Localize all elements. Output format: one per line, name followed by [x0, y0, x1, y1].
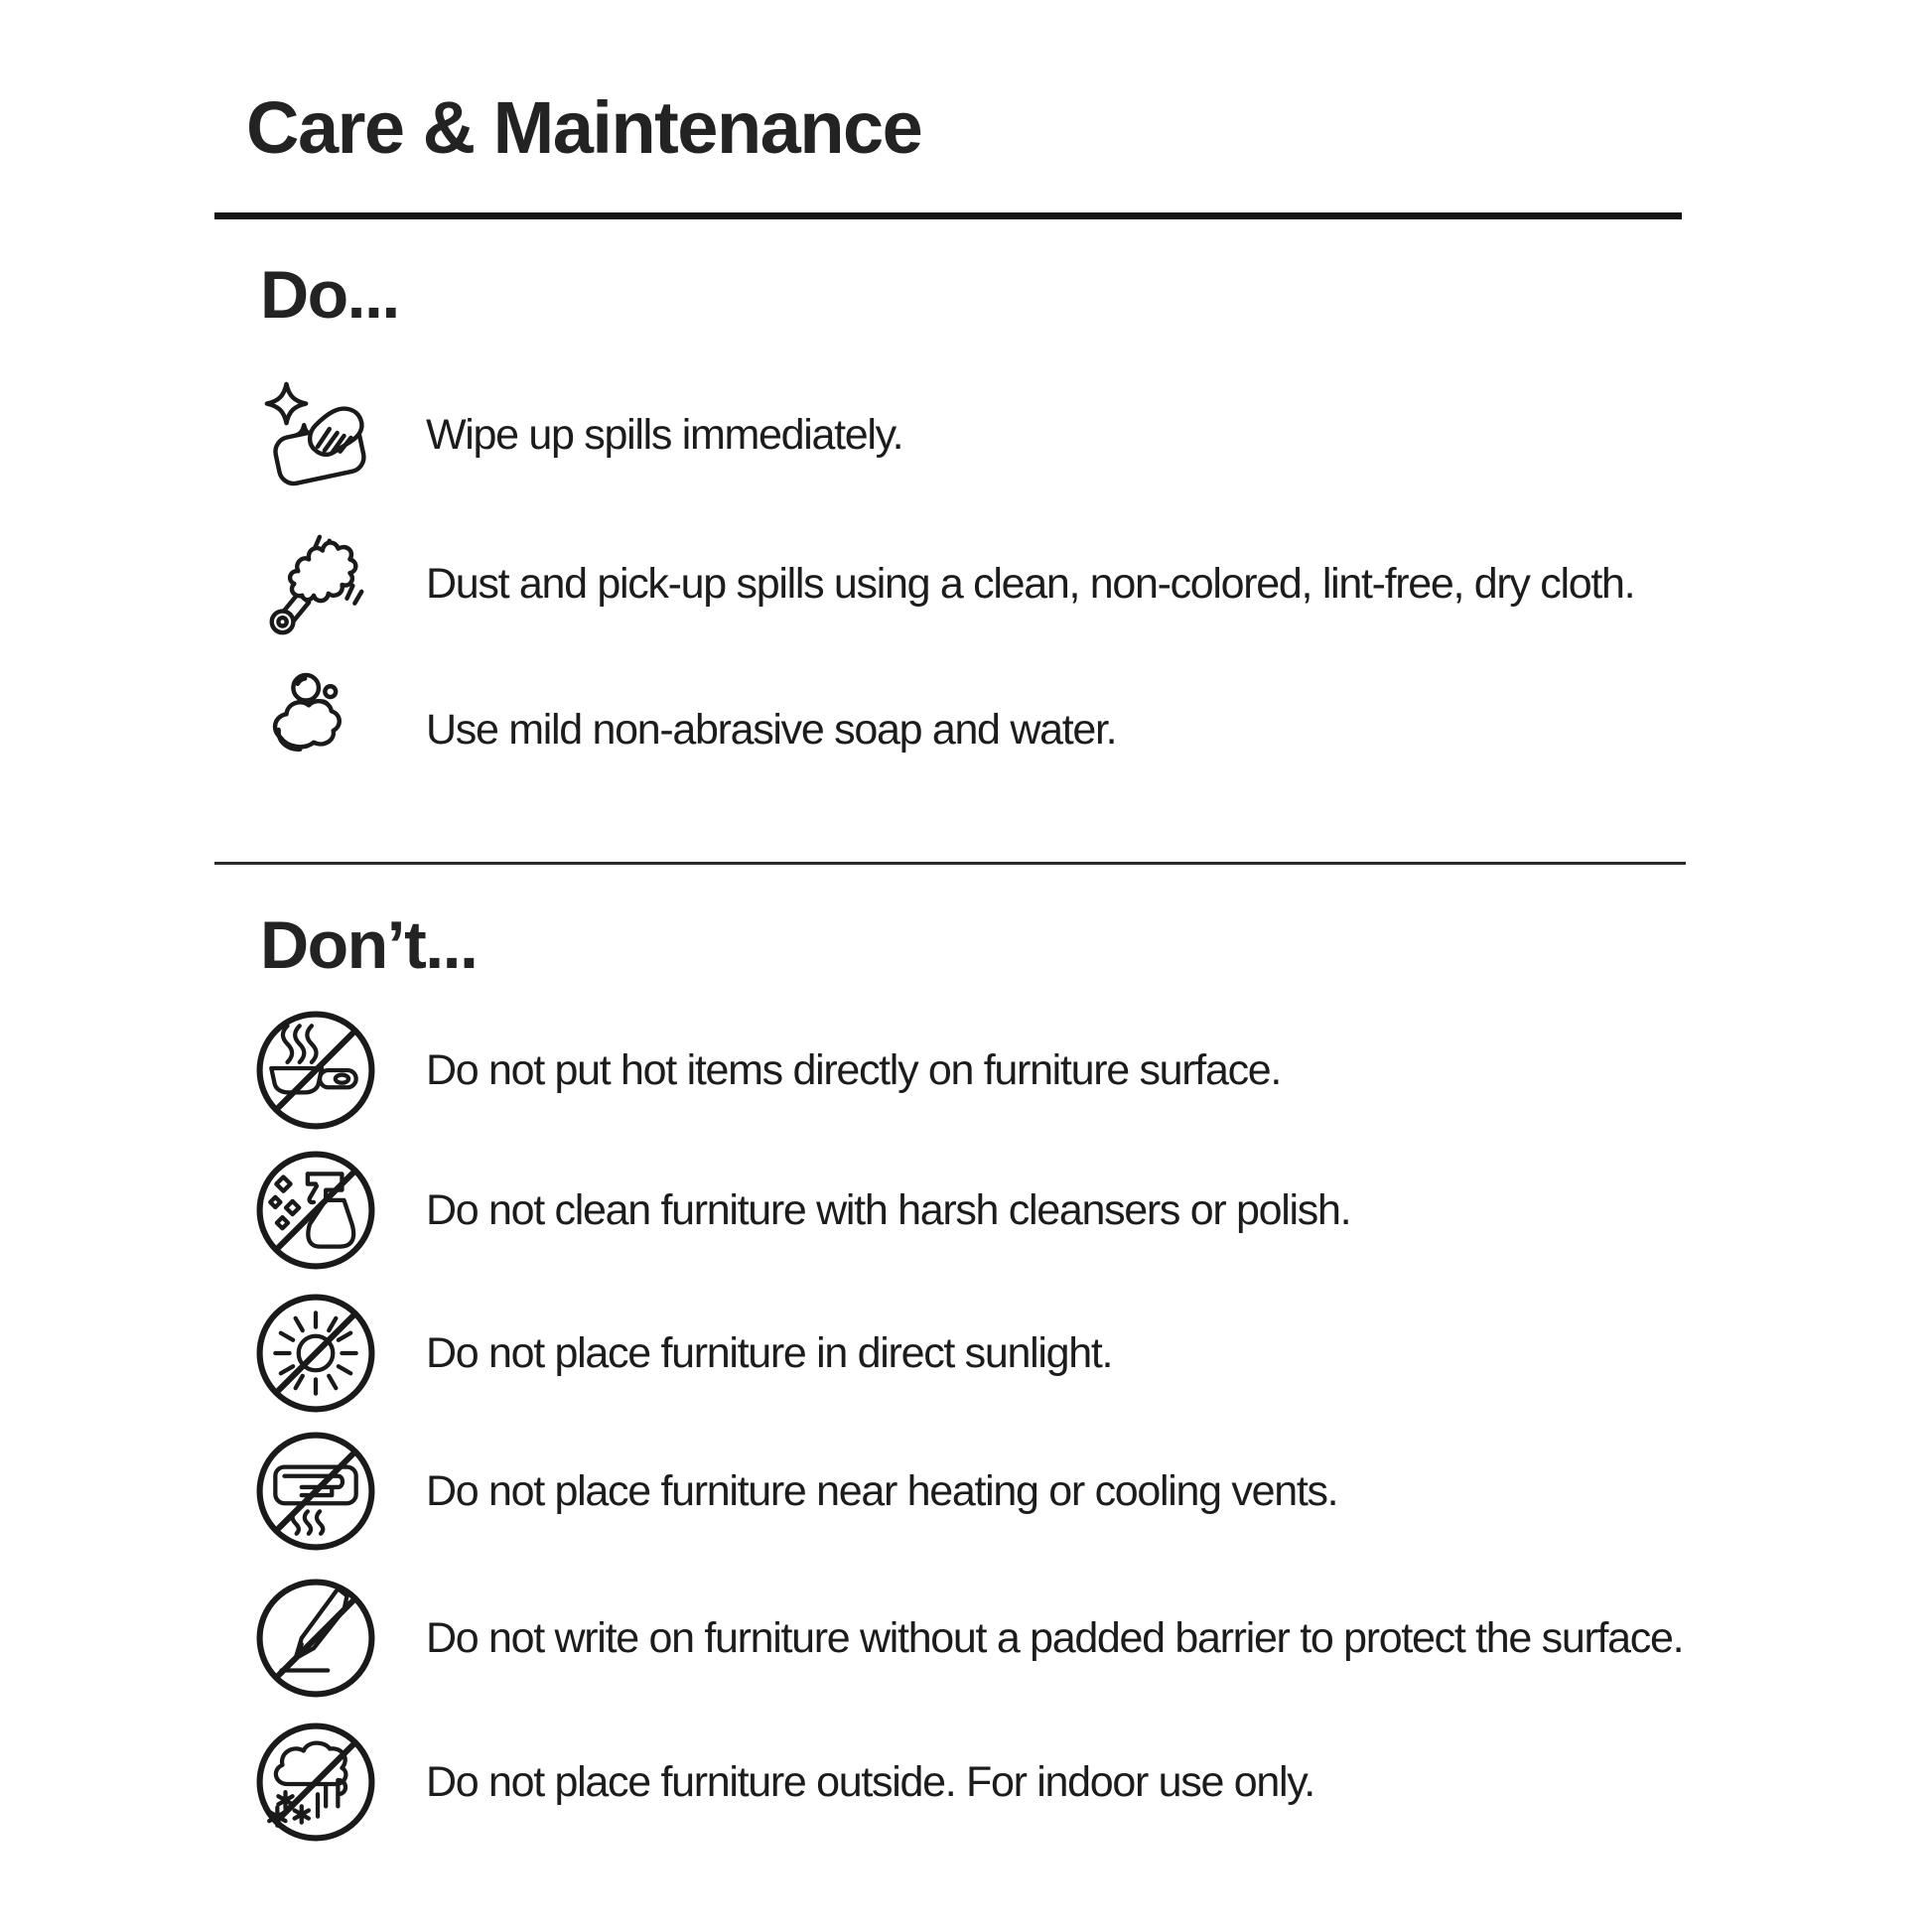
dont-item-text: Do not clean furniture with harsh cleansers or polish. [426, 1185, 1351, 1234]
do-section-heading: Do... [260, 257, 399, 333]
dont-item-text: Do not write on furniture without a padded barrier to protect the surface. [426, 1613, 1684, 1662]
no-harsh-cleansers-icon [255, 1150, 376, 1271]
dont-item-text: Do not place furniture outside. For indoor use only. [426, 1757, 1314, 1806]
dont-item-text: Do not put hot items directly on furniture surface. [426, 1045, 1282, 1094]
dont-item-hot-items [255, 1010, 1844, 1131]
dont-item-text: Do not place furniture in direct sunlight. [426, 1328, 1113, 1377]
title-divider [214, 212, 1682, 219]
no-outdoor-use-icon [255, 1722, 376, 1843]
do-item-wipe-spills [255, 374, 1844, 495]
do-item-dust [255, 523, 1844, 644]
dont-section-heading: Don’t... [260, 907, 478, 983]
dont-item-outdoor-use [255, 1722, 1844, 1843]
no-hot-items-icon [255, 1010, 376, 1131]
dont-item-heating-vents [255, 1431, 1844, 1552]
page-title: Care & Maintenance [246, 86, 922, 169]
do-item-soap [255, 669, 1844, 790]
dont-item-text: Do not place furniture near heating or cooling vents. [426, 1466, 1338, 1515]
dont-item-writing [255, 1578, 1844, 1699]
section-divider [214, 862, 1686, 865]
dont-item-harsh-cleansers [255, 1150, 1844, 1271]
do-item-text: Use mild non-abrasive soap and water. [426, 705, 1117, 754]
feather-duster-icon [255, 523, 376, 644]
no-direct-sunlight-icon [255, 1293, 376, 1414]
soap-bubbles-icon [255, 669, 376, 790]
no-heating-vents-icon [255, 1431, 376, 1552]
wipe-hand-icon [255, 374, 376, 495]
do-item-text: Dust and pick-up spills using a clean, non-colored, lint-free, dry cloth. [426, 559, 1635, 608]
do-item-text: Wipe up spills immediately. [426, 410, 903, 459]
dont-item-direct-sunlight [255, 1293, 1844, 1414]
no-writing-icon [255, 1578, 376, 1699]
